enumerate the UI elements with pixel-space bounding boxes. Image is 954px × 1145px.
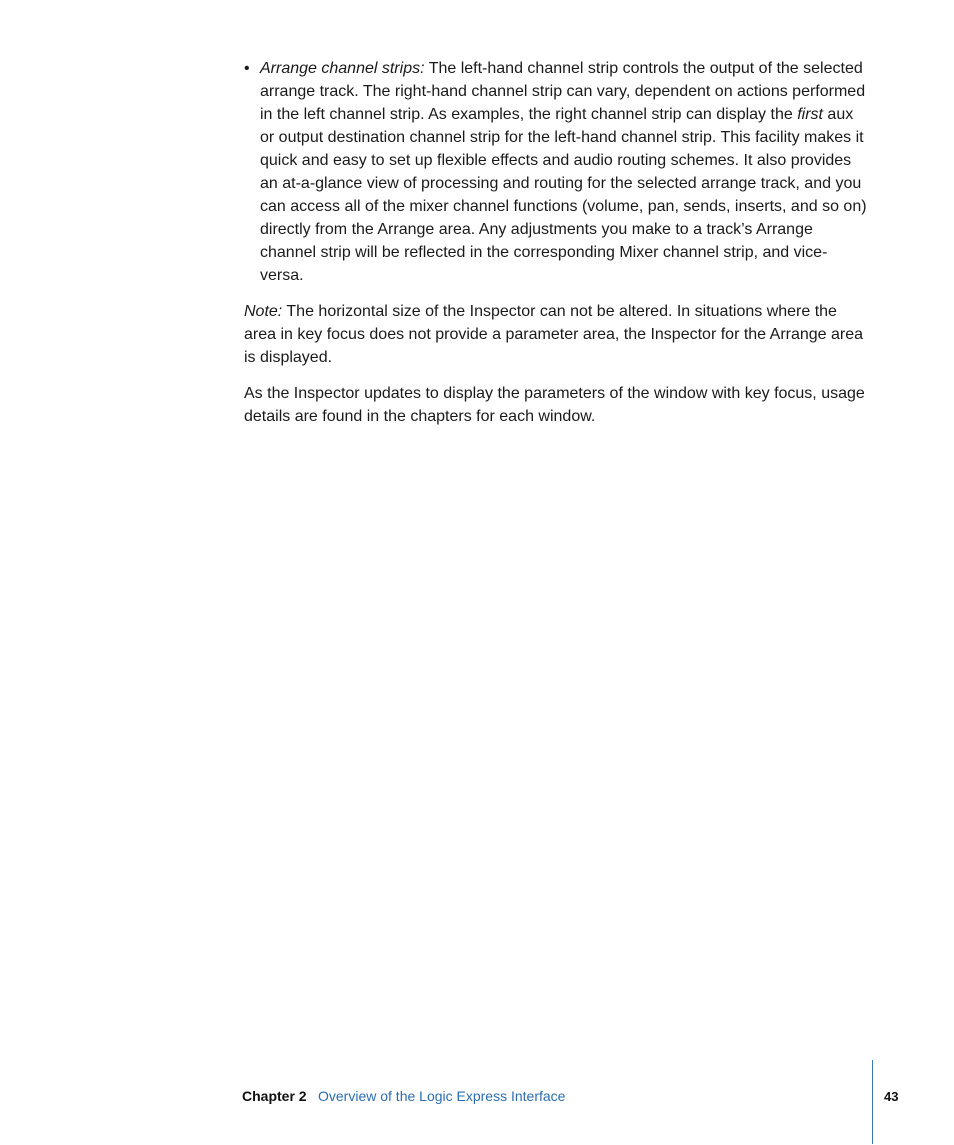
bullet-text-1: The left-hand channel strip controls the output of the selected arrange track. The right-hand channel strip can vary, dependent on actions performed in the left channel strip. As examples, the right channel strip can display the xyxy=(260,60,866,123)
bullet-text-2: aux or output destination channel strip for the left-hand channel strip. This facility makes it quick and easy to set up flexible effects and audio routing schemes. It also provides an at-a-glance view of processing and routing for the selected arrange track, and you can access all of the mixer channel functions (volume, pan, sends, inserts, and so on) directly from the Arrange area. Any adjustments you make to a track’s Arrange channel strip will be reflected in the corresponding Mixer channel strip, and vice-versa. xyxy=(260,106,867,284)
page-body xyxy=(244,57,870,441)
note-paragraph xyxy=(244,300,870,369)
chapter-label: Chapter 2 xyxy=(242,1088,307,1104)
body-paragraph: As the Inspector updates to display the parameters of the window with key focus, usage details are found in the chapters for each window. xyxy=(244,385,865,425)
chapter-title-link[interactable]: Overview of the Logic Express Interface xyxy=(318,1088,566,1104)
note-label: Note: xyxy=(244,303,283,320)
bullet-item-arrange-channel-strips xyxy=(244,57,870,287)
bullet-emphasis: first xyxy=(797,106,823,123)
page-number: 43 xyxy=(884,1089,899,1104)
footer-divider xyxy=(872,1060,873,1144)
page-footer xyxy=(0,1084,954,1124)
bullet-mark: • xyxy=(244,60,250,77)
note-text: The horizontal size of the Inspector can not be altered. In situations where the area in key focus does not provide a parameter area, the Inspector for the Arrange area is displayed. xyxy=(244,303,864,366)
bullet-term: Arrange channel strips: xyxy=(260,60,425,77)
